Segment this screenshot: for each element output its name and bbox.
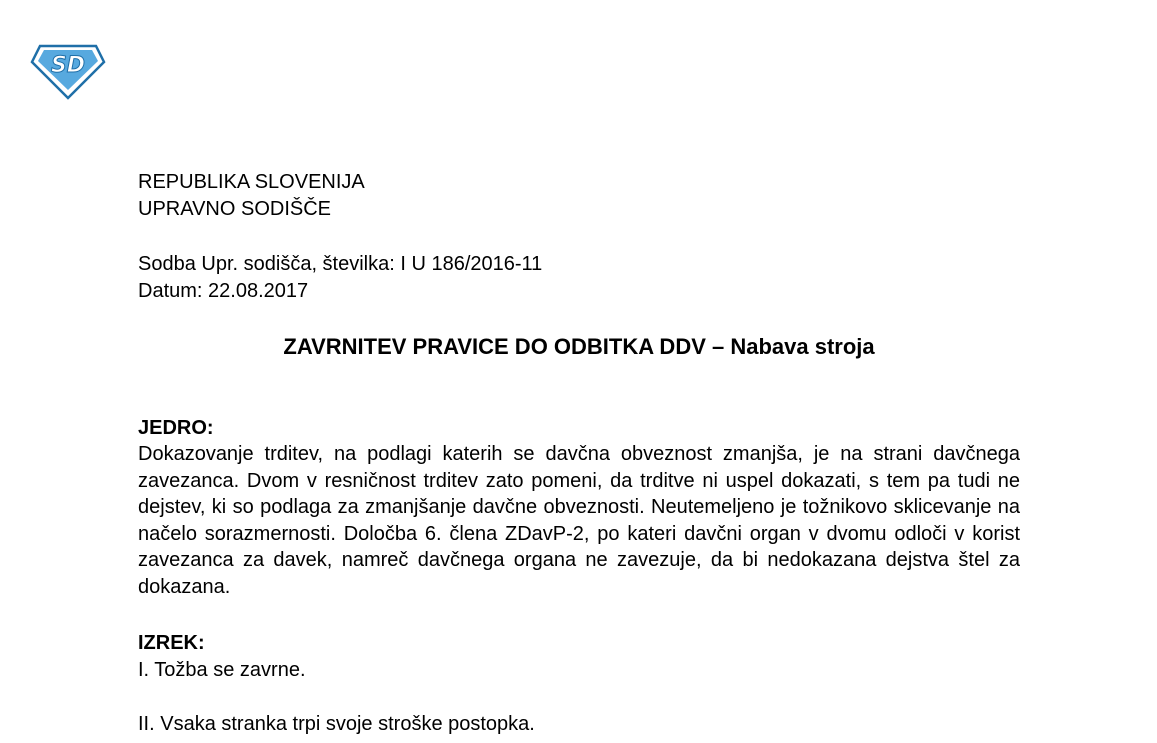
- jedro-heading: JEDRO:: [138, 417, 214, 439]
- izrek-item-2: II. Vsaka stranka trpi svoje stroške postopka.: [138, 713, 535, 735]
- izrek-heading: IZREK:: [138, 632, 205, 654]
- sd-logo-icon: [30, 40, 106, 100]
- jedro-text: Dokazovanje trditev, na podlagi katerih se davčna obveznost zmanjša, je na strani davčnega zavezanca. Dvom v resničnost trditev zato pomeni, da trditve ni uspel dokazati, s tem pa tudi ne dejstev, ki so podlaga za zmanjšanje davčne obveznosti. Neutemeljeno je tožnikovo sklicevanje na načelo sorazmernosti. Določba 6. člena ZDavP-2, po kateri davčni organ v dvomu odloči v korist zavezanca za davek, namreč davčnega organa ne zavezuje, da bi nedokazana dejstva štel za dokazana.: [138, 443, 1020, 598]
- case-date: Datum: 22.08.2017: [138, 280, 309, 302]
- case-number: Sodba Upr. sodišča, številka: I U 186/2016-11: [138, 253, 543, 275]
- country-name: REPUBLIKA SLOVENIJA: [138, 171, 365, 193]
- court-name: UPRAVNO SODIŠČE: [138, 198, 331, 220]
- logo-text: SD: [50, 53, 86, 78]
- izrek-item-1: I. Tožba se zavrne.: [138, 659, 306, 681]
- document-title: ZAVRNITEV PRAVICE DO ODBITKA DDV – Nabava stroja: [283, 334, 875, 359]
